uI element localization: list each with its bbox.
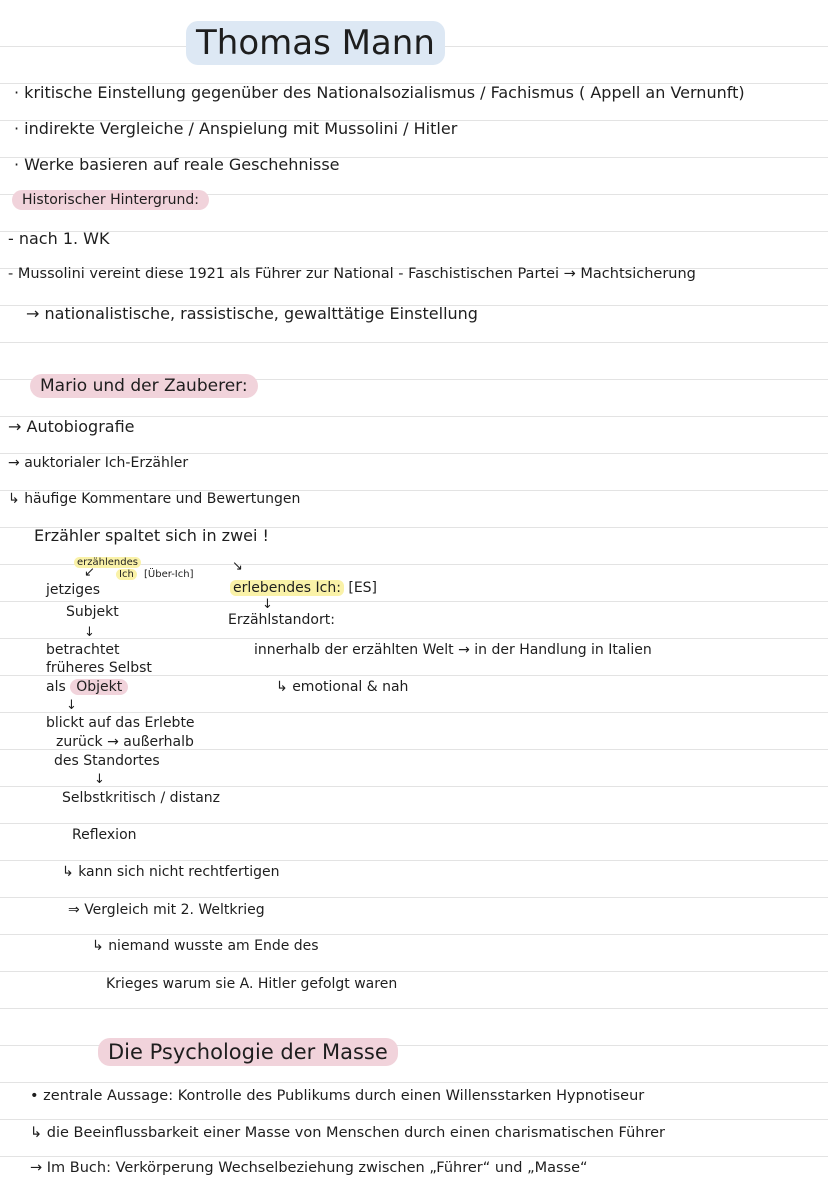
left-line-10-text: Reflexion [72,827,137,843]
left-line-3-text: betrachtet [46,642,120,658]
left-line-7-text: zurück → außerhalb [56,734,194,750]
left-line-8-text: des Standortes [54,753,160,769]
left-label-ich-text: Ich [116,569,137,580]
left-line-8 [54,753,160,769]
mario-split-text: Erzähler spaltet sich in zwei ! [34,526,269,545]
mario-item-2-text: auktorialer Ich-Erzähler [24,455,189,471]
left-line-13-text: niemand wusste am Ende des [108,938,319,954]
masse-heading [98,1040,398,1064]
historical-line-3: → nationalistische, rassistische, gewalttätige Einstellung [26,304,478,323]
right-location-text: innerhalb der erzählten Welt → in der Handlung in Italien [254,642,652,658]
left-line-1-text: jetziges [46,582,101,598]
historical-line-1: - nach 1. WK [8,229,110,248]
left-line-5 [46,679,128,695]
right-standort-text: Erzählstandort: [228,612,335,628]
left-line-7 [56,734,194,750]
historical-line-1-text: nach 1. WK [18,229,110,248]
mario-heading-text: Mario und der Zauberer: [30,374,258,398]
mario-item-2: → auktorialer Ich-Erzähler [8,455,189,471]
right-arrow-diag: ↘ [232,559,243,574]
intro-bullet-2-text: indirekte Vergleiche / Anspielung mit Mussolini / Hitler [24,119,458,138]
left-line-4-text: früheres Selbst [46,660,152,676]
mario-heading [30,377,258,397]
intro-bullet-1-text: kritische Einstellung gegenüber des Nationalsozialismus / Fachismus ( Appell an Vernunft) [24,83,745,102]
left-bracket-text: [Über-Ich] [144,569,194,580]
masse-line-3-text: Im Buch: Verkörperung Wechselbeziehung zwischen „Führer“ und „Masse“ [46,1160,588,1176]
left-line-13: ↳ niemand wusste am Ende des [92,938,319,954]
mario-item-1: → Autobiografie [8,417,135,436]
left-line-11: ↳ kann sich nicht rechtfertigen [62,864,280,880]
left-line-14-text: Krieges warum sie A. Hitler gefolgt waren [106,976,398,992]
left-line-9 [62,790,220,806]
mario-item-1-text: Autobiografie [26,417,135,436]
right-arrow-1: ↓ [262,597,273,612]
historical-line-2: - Mussolini vereint diese 1921 als Führer zur National - Faschistischen Partei → Machtsicherung [8,266,696,282]
right-bracket-text: [ES] [348,580,378,596]
mario-item-3: ↳ häufige Kommentare und Bewertungen [8,491,301,507]
left-line-11-text: kann sich nicht rechtfertigen [78,864,280,880]
title-text: Thomas Mann [186,21,445,65]
mario-split [34,527,269,545]
right-location [254,642,652,658]
left-line-12-text: Vergleich mit 2. Weltkrieg [84,902,265,918]
left-line-6 [46,715,195,731]
left-arrow-diag: ↙ [84,565,95,580]
masse-line-1: • zentrale Aussage: Kontrolle des Publikums durch einen Willensstarken Hypnotiseur [30,1088,645,1104]
left-line-2 [66,604,119,620]
left-line-1 [46,582,100,598]
right-emotion: ↳ emotional & nah [276,679,409,695]
historical-line-3-text: nationalistische, rassistische, gewalttätige Einstellung [44,304,478,323]
left-line-4 [46,660,152,676]
left-label-top-text: erzählendes [74,557,141,568]
historical-line-2-text: Mussolini vereint diese 1921 als Führer zur National - Faschistischen Partei → Machtsicherung [17,266,696,282]
left-line-5a-text: als [46,679,66,695]
left-line-2-text: Subjekt [66,604,119,620]
masse-heading-text: Die Psychologie der Masse [98,1038,398,1066]
left-arrow-3: ↓ [94,772,105,787]
masse-line-1-text: zentrale Aussage: Kontrolle des Publikums durch einen Willensstarken Hypnotiseur [43,1088,645,1104]
left-line-9-text: Selbstkritisch / distanz [62,790,221,806]
left-line-6-text: blickt auf das Erlebte [46,715,195,731]
masse-line-2: ↳ die Beeinflussbarkeit einer Masse von Menschen durch einen charismatischen Führer [30,1125,665,1141]
masse-line-3: → Im Buch: Verkörperung Wechselbeziehung zwischen „Führer“ und „Masse“ [30,1160,588,1176]
left-line-12: ⇒ Vergleich mit 2. Weltkrieg [68,902,265,918]
page-title [186,24,445,63]
right-standort [228,612,335,628]
left-arrow-2: ↓ [66,698,77,713]
left-line-5b-text: Objekt [70,679,128,695]
left-line-3 [46,642,120,658]
right-label [230,580,377,596]
historical-heading [12,192,209,208]
intro-bullet-1: · kritische Einstellung gegenüber des Nationalsozialismus / Fachismus ( Appell an Vernunft) [14,83,745,102]
mario-item-3-text: häufige Kommentare und Bewertungen [24,491,301,507]
masse-line-2-text: die Beeinflussbarkeit einer Masse von Menschen durch einen charismatischen Führer [46,1125,665,1141]
intro-bullet-2: · indirekte Vergleiche / Anspielung mit Mussolini / Hitler [14,119,458,138]
left-line-14 [106,976,397,992]
intro-bullet-3: · Werke basieren auf reale Geschehnisse [14,155,340,174]
right-label-text: erlebendes Ich: [230,580,344,596]
left-arrow-1: ↓ [84,625,95,640]
left-bracket [144,569,194,581]
left-label-ich [116,569,137,581]
historical-heading-text: Historischer Hintergrund: [12,190,209,210]
intro-bullet-3-text: Werke basieren auf reale Geschehnisse [24,155,340,174]
right-emotion-text: emotional & nah [292,679,409,695]
left-line-10 [72,827,137,843]
